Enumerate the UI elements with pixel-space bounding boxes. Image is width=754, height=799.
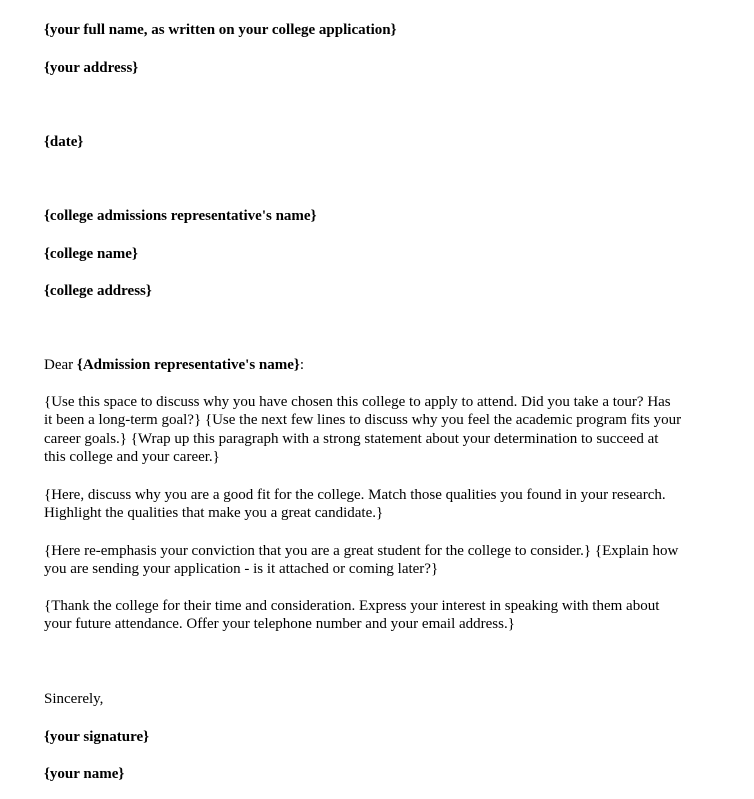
- closing-valediction: Sincerely,: [44, 691, 104, 707]
- body-paragraph-3: [44, 542, 734, 579]
- body-paragraph-1: [44, 393, 734, 466]
- paragraph-line: your future attendance. Offer your telephone number and your email address.}: [44, 616, 515, 633]
- salutation-greeting: Dear: [44, 357, 77, 373]
- paragraph-line: {Here re-emphasis your conviction that you are a great student for the college to consider.} {Explain how: [44, 543, 679, 559]
- paragraph-line: Highlight the qualities that make you a great candidate.}: [44, 505, 384, 522]
- salutation-name: {Admission representative's name}: [76, 357, 300, 373]
- body-paragraph-2: [44, 486, 734, 523]
- paragraph-line: you are sending your application - is it attached or coming later?}: [44, 561, 439, 578]
- salutation-punct: :: [299, 357, 305, 373]
- body-paragraph-4: [44, 597, 734, 634]
- paragraph-line: {Thank the college for their time and consideration. Express your interest in speaking with them about: [44, 598, 660, 614]
- closing-name: {your name}: [44, 766, 125, 782]
- salutation: [44, 356, 304, 374]
- paragraph-line: career goals.} {Wrap up this paragraph with a strong statement about your determination to succeed at: [44, 430, 659, 447]
- paragraph-line: it been a long-term goal?} {Use the next few lines to discuss why you feel the academic program fits your: [44, 412, 682, 429]
- paragraph-line: {Here, discuss why you are a good fit for the college. Match those qualities you found in your research.: [44, 487, 666, 503]
- closing-signature: {your signature}: [44, 729, 150, 745]
- paragraph-line: {Use this space to discuss why you have chosen this college to apply to attend. Did you take a tour? Has: [44, 394, 671, 410]
- sender-address: {your address}: [44, 60, 139, 76]
- paragraph-line: this college and your career.}: [44, 448, 220, 465]
- sender-name: {your full name, as written on your college application}: [44, 22, 397, 38]
- recipient-rep-name: {college admissions representative's name}: [44, 208, 317, 224]
- recipient-college-address: {college address}: [44, 283, 152, 299]
- recipient-college-name: {college name}: [44, 246, 138, 262]
- letter-date: {date}: [44, 134, 84, 150]
